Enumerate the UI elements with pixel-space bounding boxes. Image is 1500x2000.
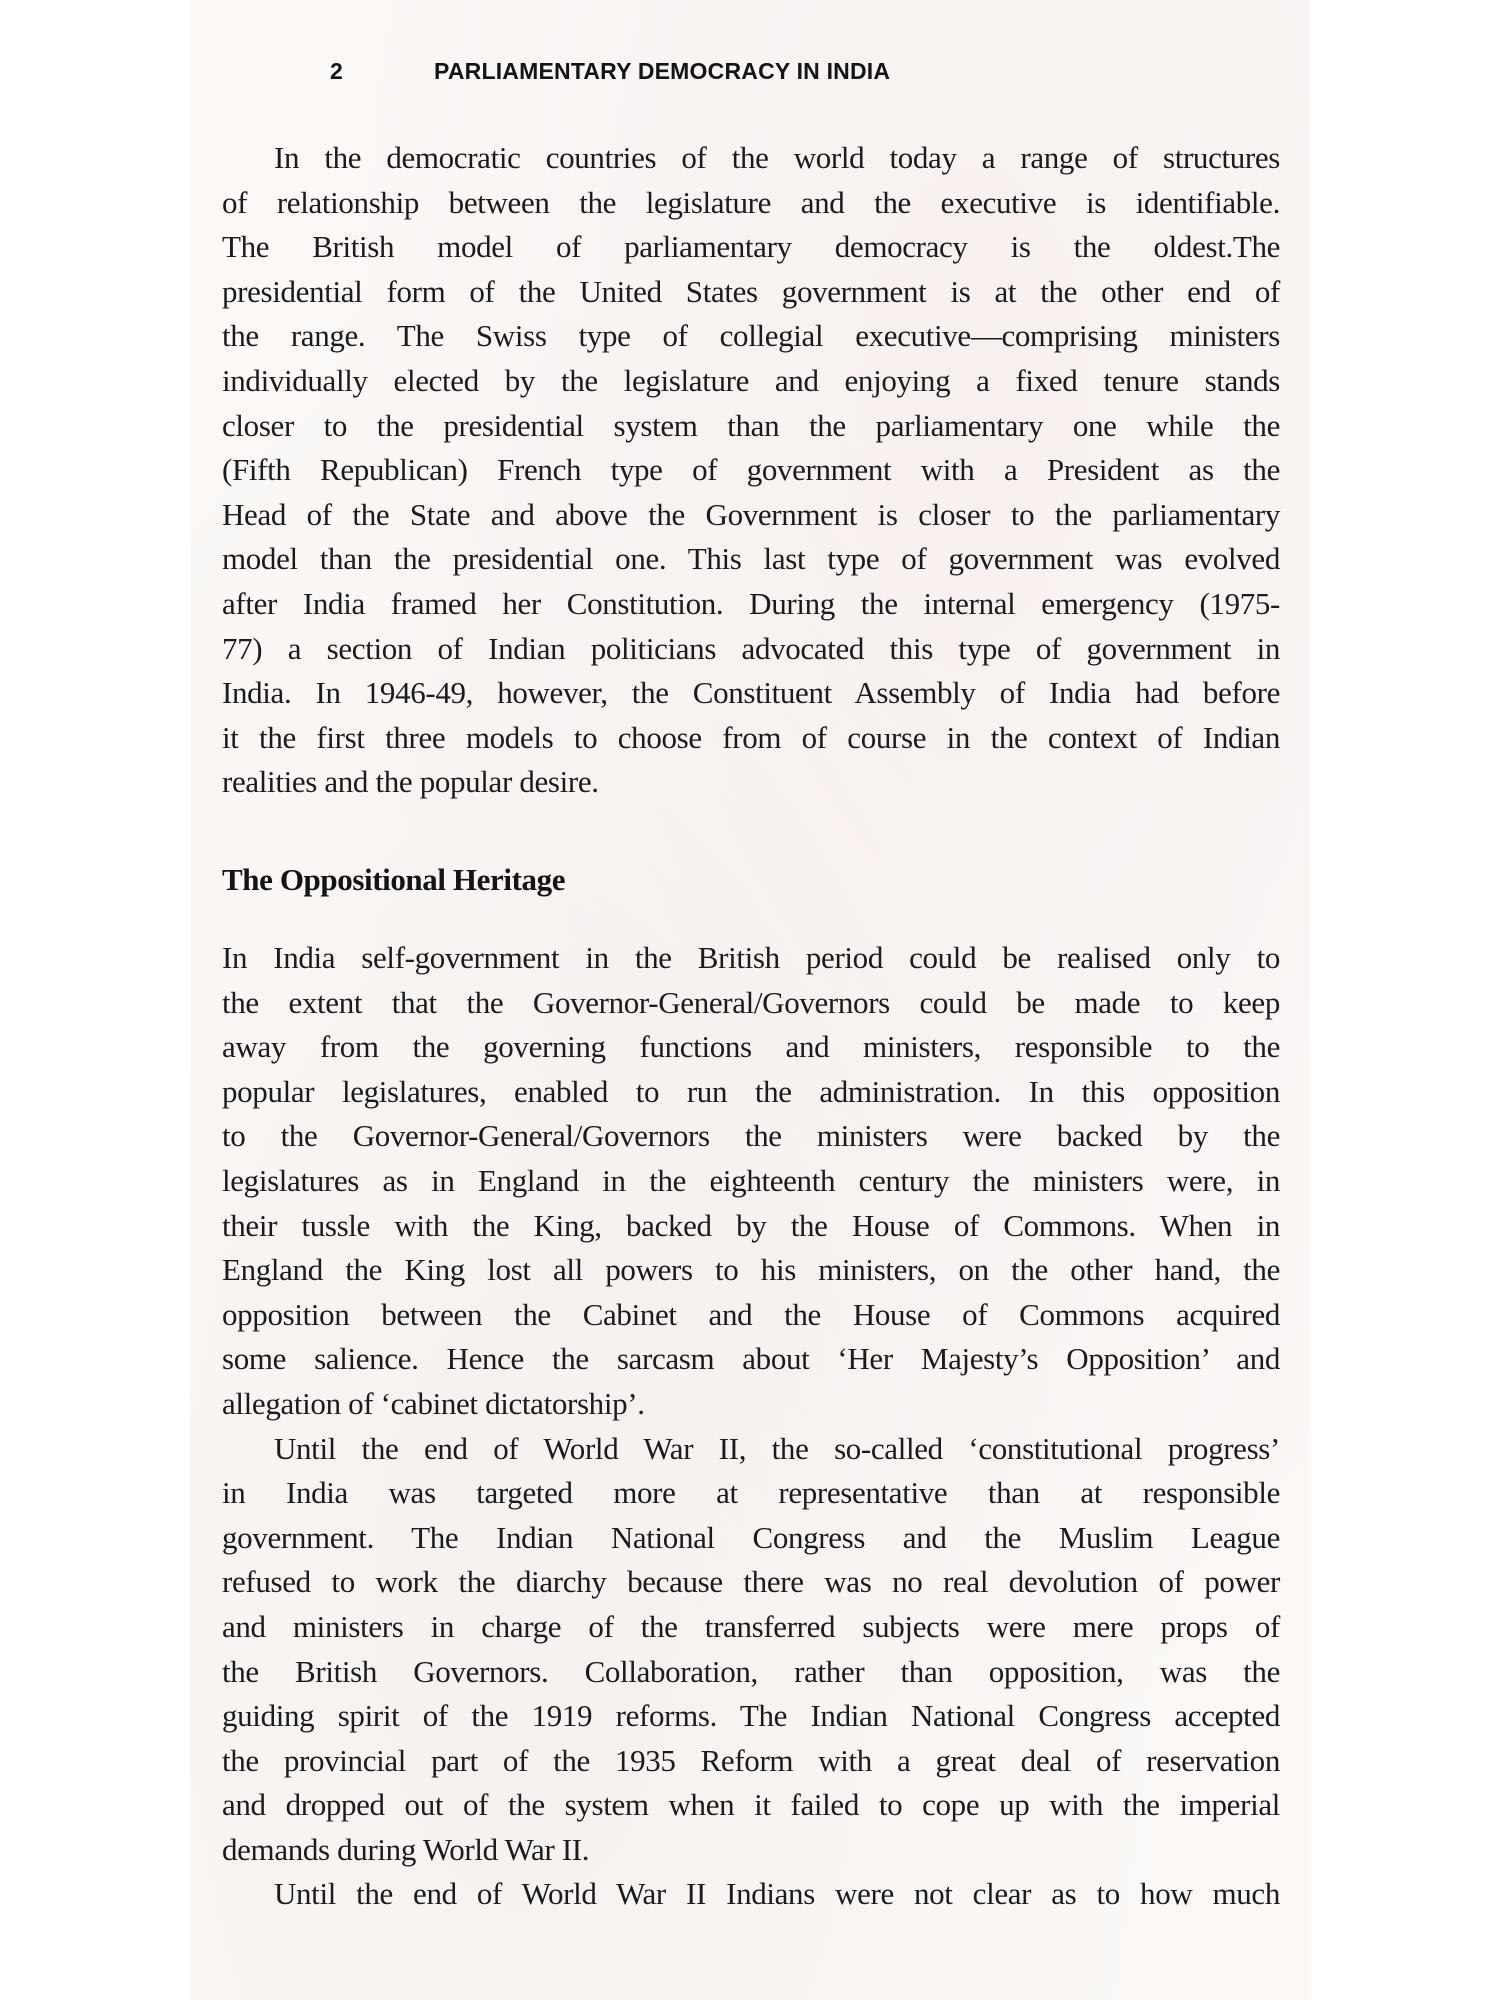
book-page: [190, 0, 1310, 2000]
text-line: and dropped out of the system when it failed to cope up with the imperial: [222, 1787, 1280, 1823]
text-line: opposition between the Cabinet and the House of Commons acquired: [222, 1296, 1280, 1332]
text-line: it the first three models to choose from of course in the context of Indian: [222, 719, 1280, 755]
text-line: legislatures as in England in the eighteenth century the ministers were, in: [222, 1162, 1280, 1198]
text-line: after India framed her Constitution. During the internal emergency (1975-: [222, 585, 1280, 621]
text-line: Head of the State and above the Government is closer to the parliamentary: [222, 496, 1280, 532]
text-line: the extent that the Governor-General/Governors could be made to keep: [222, 984, 1280, 1020]
text-line: away from the governing functions and ministers, responsible to the: [222, 1029, 1280, 1065]
oppositional-heritage-body: [222, 936, 1280, 1917]
running-head: [330, 58, 890, 85]
page-number: 2: [330, 58, 343, 84]
text-line: in India was targeted more at representative than at responsible: [222, 1475, 1280, 1511]
text-line: India. In 1946-49, however, the Constituent Assembly of India had before: [222, 675, 1280, 711]
text-line: Until the end of World War II Indians were not clear as to how much: [274, 1876, 1280, 1912]
text-line: 77) a section of Indian politicians advocated this type of government in: [222, 630, 1280, 666]
text-line: Until the end of World War II, the so-called ‘constitutional progress’: [274, 1430, 1280, 1466]
text-line: realities and the popular desire.: [222, 764, 599, 800]
text-line: and ministers in charge of the transferred subjects were mere props of: [222, 1608, 1280, 1644]
text-line: In India self-government in the British period could be realised only to: [222, 940, 1280, 975]
text-line: model than the presidential one. This last type of government was evolved: [222, 541, 1280, 577]
text-line: the provincial part of the 1935 Reform with a great deal of reservation: [222, 1742, 1280, 1778]
running-head-title: PARLIAMENTARY DEMOCRACY IN INDIA: [434, 58, 891, 84]
text-line: of relationship between the legislature and the executive is identifiable.: [222, 184, 1280, 220]
text-line: (Fifth Republican) French type of government with a President as the: [222, 452, 1280, 488]
text-line: popular legislatures, enabled to run the administration. In this opposition: [222, 1073, 1280, 1109]
text-line: presidential form of the United States government is at the other end of: [222, 273, 1280, 309]
text-line: allegation of ‘cabinet dictatorship’.: [222, 1385, 645, 1421]
intro-paragraph: [222, 136, 1280, 805]
text-line: their tussle with the King, backed by the House of Commons. When in: [222, 1207, 1280, 1243]
text-line: government. The Indian National Congress and the Muslim League: [222, 1519, 1280, 1555]
text-line: the British Governors. Collaboration, rather than opposition, was the: [222, 1653, 1280, 1689]
text-line: individually elected by the legislature and enjoying a fixed tenure stands: [222, 362, 1280, 398]
section-heading: The Oppositional Heritage: [222, 862, 566, 897]
text-line: demands during World War II.: [222, 1831, 590, 1867]
text-line: In the democratic countries of the world today a range of structures: [274, 140, 1280, 175]
text-line: The British model of parliamentary democracy is the oldest.The: [222, 229, 1280, 265]
text-line: some salience. Hence the sarcasm about ‘Her Majesty’s Opposition’ and: [222, 1341, 1280, 1377]
text-line: closer to the presidential system than the parliamentary one while the: [222, 407, 1280, 443]
text-line: guiding spirit of the 1919 reforms. The Indian National Congress accepted: [222, 1698, 1280, 1734]
text-line: refused to work the diarchy because there was no real devolution of power: [222, 1564, 1280, 1600]
text-line: to the Governor-General/Governors the ministers were backed by the: [222, 1118, 1280, 1154]
text-line: England the King lost all powers to his ministers, on the other hand, the: [222, 1252, 1280, 1288]
text-line: the range. The Swiss type of collegial executive—comprising ministers: [222, 318, 1280, 354]
